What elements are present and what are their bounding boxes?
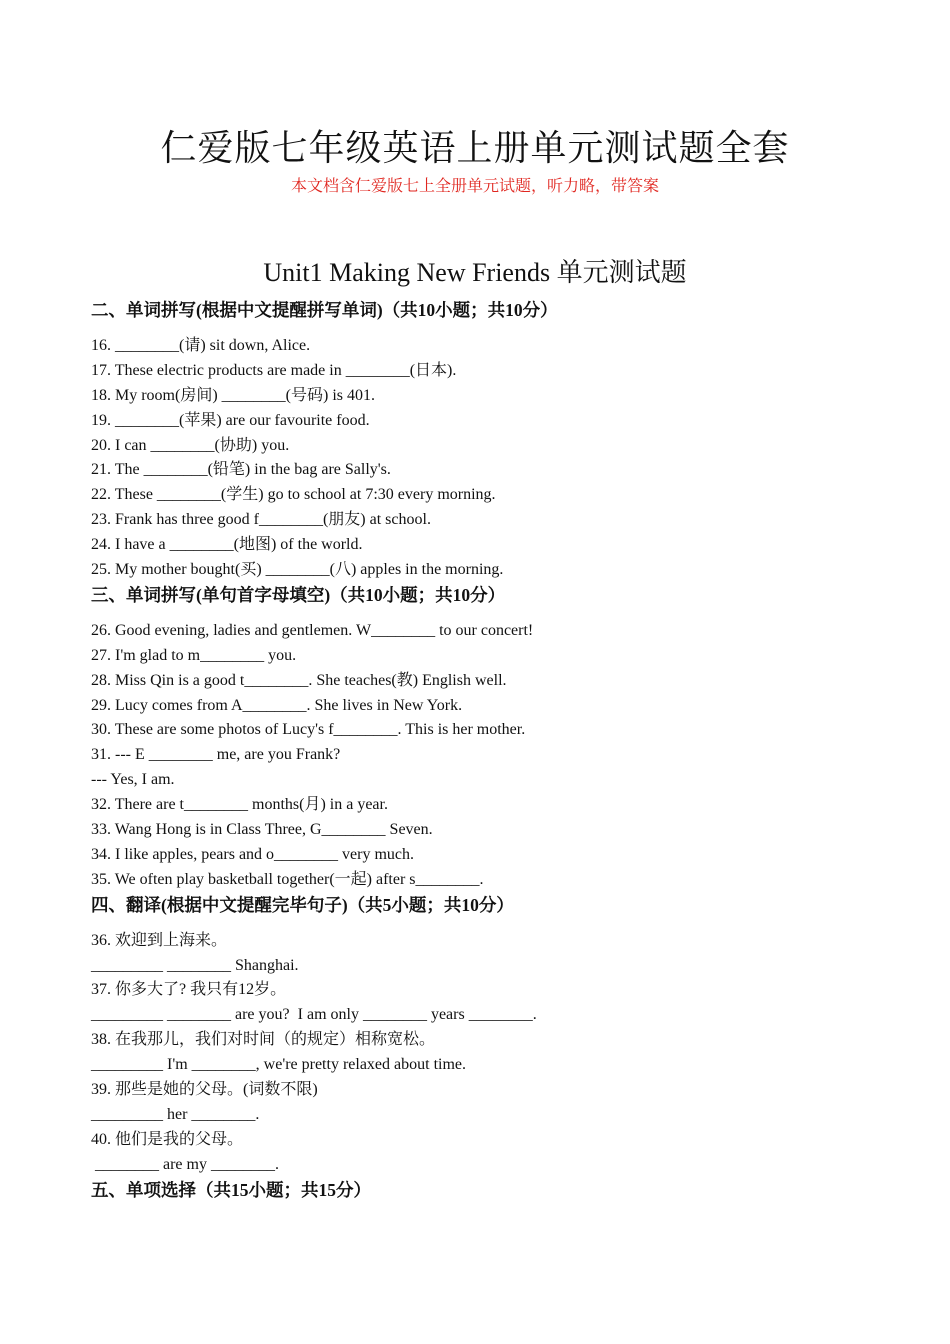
question-line: 35. We often play basketball together(一起) after s________. bbox=[91, 870, 484, 888]
question-line: --- Yes, I am. bbox=[91, 771, 175, 789]
section-multiple-choice bbox=[91, 1178, 891, 1202]
question-line: 39. 那些是她的父母。(词数不限) bbox=[91, 1081, 318, 1099]
question-line: 29. Lucy comes from A________. She lives in New York. bbox=[91, 696, 463, 714]
section-heading: 三、单词拼写(单句首字母填空)（共10小题；共10分） bbox=[91, 584, 506, 605]
question-line: 19. ________(苹果) are our favourite food. bbox=[91, 411, 370, 429]
question-line: 22. These ________(学生) go to school at 7:30 every morning. bbox=[91, 486, 496, 504]
question-line: 18. My room(房间) ________(号码) is 401. bbox=[91, 386, 375, 404]
question-line: 38. 在我那儿，我们对时间（的规定）相称宽松。 bbox=[91, 1031, 436, 1049]
question-line: 37. 你多大了? 我只有12岁。 bbox=[91, 981, 287, 999]
question-line: 34. I like apples, pears and o________ very much. bbox=[91, 845, 415, 863]
question-line: 20. I can ________(协助) you. bbox=[91, 436, 290, 454]
question-line: 24. I have a ________(地图) of the world. bbox=[91, 536, 363, 554]
question-line: 21. The ________(铅笔) in the bag are Sally's. bbox=[91, 461, 391, 479]
section-heading: 五、单项选择（共15小题；共15分） bbox=[91, 1179, 371, 1200]
exercise-content bbox=[91, 298, 891, 1214]
section-heading: 四、翻译(根据中文提醒完毕句子)（共5小题；共10分） bbox=[91, 894, 514, 915]
question-line: 40. 他们是我的父母。 bbox=[91, 1130, 244, 1148]
section-word-spelling-chinese bbox=[91, 298, 891, 583]
document-subtitle: 本文档含仁爱版七上全册单元试题，听力略，带答案 bbox=[290, 178, 659, 195]
question-line: 31. --- E ________ me, are you Frank? bbox=[91, 746, 341, 764]
question-line: 25. My mother bought(买) ________(八) apples in the morning. bbox=[91, 561, 504, 579]
section-heading: 二、单词拼写(根据中文提醒拼写单词)（共10小题；共10分） bbox=[91, 300, 558, 320]
question-line: 17. These electric products are made in ________(日本). bbox=[91, 361, 457, 379]
question-line: 28. Miss Qin is a good t________. She teaches(教) English well. bbox=[91, 671, 507, 689]
answer-line: _________ her ________. bbox=[91, 1105, 260, 1123]
question-line: 16. ________(请) sit down, Alice. bbox=[91, 337, 311, 354]
question-line: 32. There are t________ months(月) in a year. bbox=[91, 796, 388, 814]
answer-line: _________ I'm ________, we're pretty relaxed about time. bbox=[91, 1056, 467, 1074]
section-word-spelling-initial bbox=[91, 583, 891, 893]
section-translation bbox=[91, 893, 891, 1178]
question-line: 33. Wang Hong is in Class Three, G________ Seven. bbox=[91, 821, 433, 839]
answer-line: _________ ________ Shanghai. bbox=[91, 956, 299, 974]
answer-line: ________ are my ________. bbox=[91, 1155, 279, 1173]
unit-title: Unit1 Making New Friends 单元测试题 bbox=[263, 258, 687, 287]
question-line: 30. These are some photos of Lucy's f________. This is her mother. bbox=[91, 721, 526, 739]
document-title: 仁爱版七年级英语上册单元测试题全套 bbox=[160, 128, 790, 168]
question-line: 23. Frank has three good f________(朋友) at school. bbox=[91, 511, 431, 529]
question-line: 27. I'm glad to m________ you. bbox=[91, 646, 297, 664]
question-line: 36. 欢迎到上海来。 bbox=[91, 931, 228, 949]
question-line: 26. Good evening, ladies and gentlemen. W________ to our concert! bbox=[91, 621, 534, 639]
answer-line: _________ ________ are you? I am only ________ years ________. bbox=[91, 1006, 537, 1024]
